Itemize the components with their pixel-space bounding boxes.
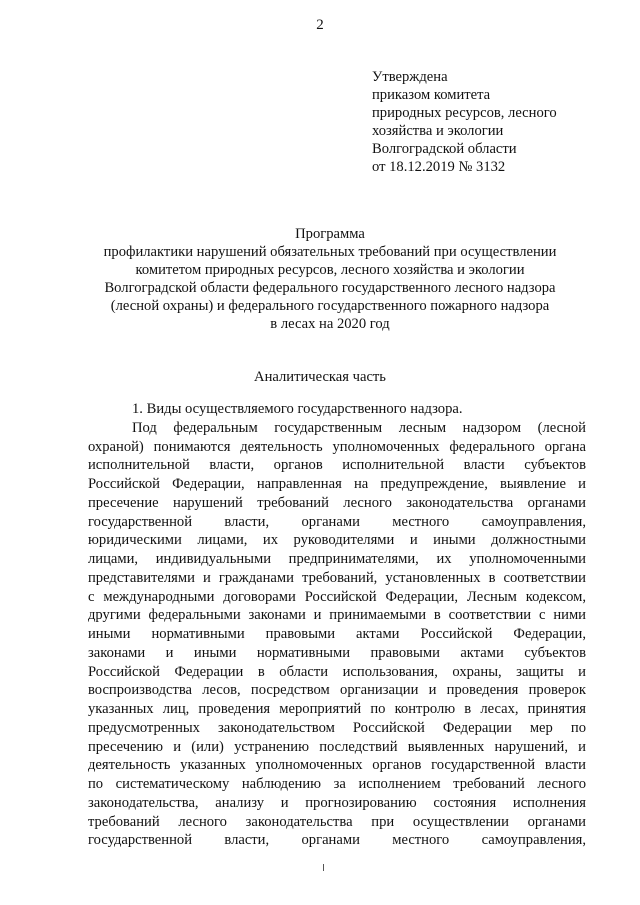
paragraph-line: с международными договорами Российской Федерации, Лесным кодексом, (88, 588, 586, 605)
section-title: Аналитическая часть (254, 369, 386, 385)
paragraph-line: указанных лиц, проведения мероприятий по контролю в лесах, принятия (88, 701, 586, 717)
program-title-line: Программа (295, 226, 365, 242)
paragraph-line: юридическими лицами, их руководителями и иными должностными (88, 532, 586, 549)
paragraph-line: лицами, индивидуальными предпринимателями, их уполномоченными (88, 551, 586, 567)
program-title-line: профилактики нарушений обязательных требований при осуществлении (103, 244, 557, 260)
paragraph-line: предусмотренных законодательством Российской Федерации мер по (88, 719, 586, 736)
paragraph-line: воспроизводства лесов, посредством организации и проведения проверок (88, 682, 586, 699)
page-number: 2 (316, 17, 324, 33)
paragraph-line: деятельность указанных уполномоченных органов государственной власти (88, 757, 586, 774)
program-title (70, 225, 590, 333)
paragraph-line: другими федеральными законами и принимаемыми в соответствии с ними (88, 607, 586, 624)
paragraph-line: пресечению и (или) устранению последствий выявленных нарушений, и (88, 738, 586, 755)
program-title-line: (лесной охраны) и федерального государственного пожарного надзора (110, 298, 550, 314)
approval-line: хозяйства и экологии (372, 123, 504, 139)
paragraph-line: иными нормативными правовыми актами Российской Федерации, (88, 626, 586, 642)
paragraph-line: законами и иными нормативными правовыми актами субъектов (88, 644, 586, 661)
approval-line: Утверждена (372, 69, 448, 85)
paragraph-line: представителями и гражданами требований, установленных в соответствии (88, 569, 586, 586)
approval-line: Волгоградской области (372, 141, 517, 157)
program-title-line: Волгоградской области федерального государственного лесного надзора (104, 280, 556, 296)
approval-line: от 18.12.2019 № 3132 (372, 159, 506, 175)
paragraph-line: Под федеральным государственным лесным надзором (лесной (132, 419, 586, 436)
paragraph-line: Российской Федерации, направленная на предупреждение, выявление и (88, 476, 586, 492)
body-text (88, 400, 586, 850)
paragraph-line: пресечение нарушений требований лесного законодательства органами (88, 494, 586, 511)
paragraph-line: по систематическому наблюдению за исполнением требований лесного (88, 776, 586, 792)
scan-mark (323, 864, 324, 871)
paragraph-line: охраной) понимаются деятельность уполномоченных федерального органа (88, 438, 586, 455)
approval-line: природных ресурсов, лесного (372, 105, 557, 121)
paragraph-line: исполнительной власти, органов исполнительной власти субъектов (88, 457, 586, 474)
program-title-line: в лесах на 2020 год (270, 316, 390, 332)
program-title-line: комитетом природных ресурсов, лесного хозяйства и экологии (135, 262, 525, 278)
paragraph-line: требований лесного законодательства при осуществлении органами (88, 813, 586, 830)
paragraph-line: Российской Федерации в области использования, охраны, защиты и (88, 663, 586, 680)
paragraph-line: государственной власти, органами местного самоуправления, (88, 513, 586, 530)
approval-line: приказом комитета (372, 87, 491, 103)
paragraph-line: государственной власти, органами местного самоуправления, (88, 832, 586, 849)
approval-block (372, 68, 622, 176)
paragraph-line: 1. Виды осуществляемого государственного надзора. (132, 401, 463, 417)
paragraph-line: законодательства, анализу и прогнозированию состояния исполнения (88, 794, 586, 811)
